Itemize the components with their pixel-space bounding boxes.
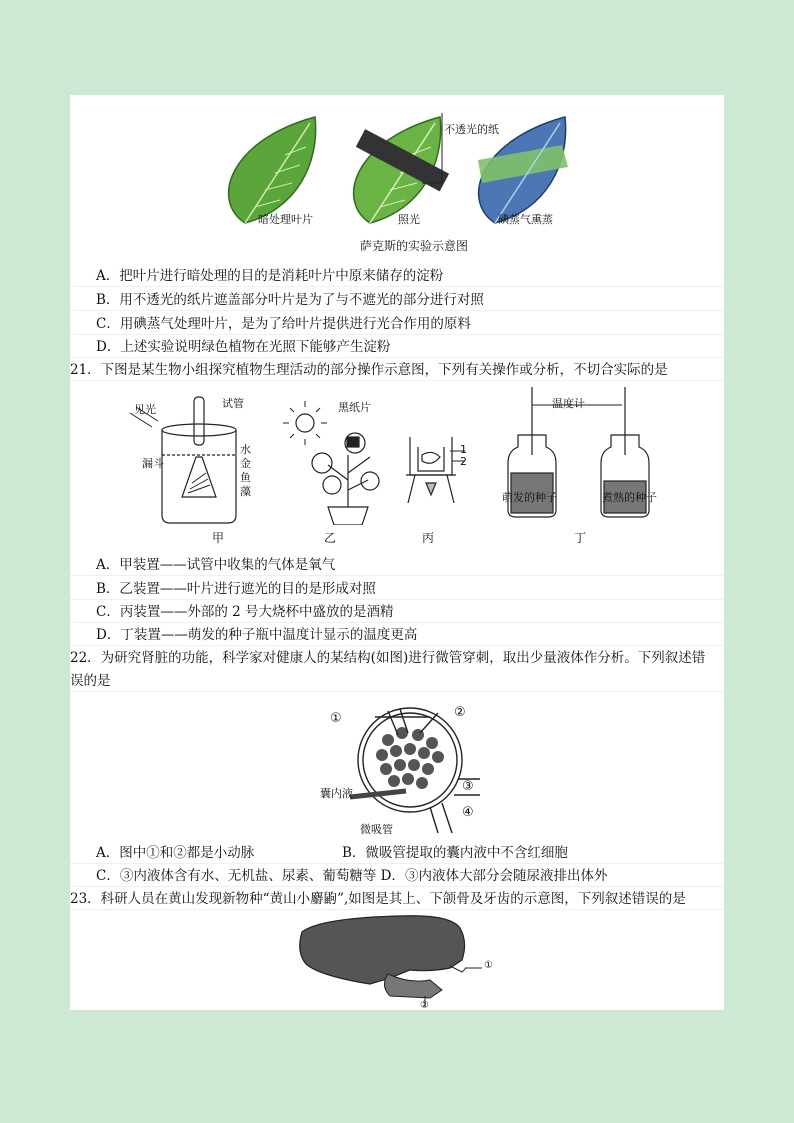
q23-stem: 23．科研人员在黄山发现新物种“黄山小麝鼩”,如图是其上、下颌骨及牙齿的示意图，下列叙述错误的是 <box>70 889 724 910</box>
jia-label-light: 见光 <box>134 403 156 416</box>
kidney-label-3: ③ <box>462 779 474 794</box>
label-paper: 不透光的纸 <box>444 123 499 136</box>
kidney-label-1: ① <box>330 711 342 726</box>
jia-label-tube: 试管 <box>222 397 244 410</box>
q21-option-c: C．丙装置——外部的 2 号大烧杯中盛放的是酒精 <box>70 602 724 623</box>
q21-option-d: D．丁装置——萌发的种子瓶中温度计显示的温度更高 <box>70 625 724 646</box>
dark-treated-leaf-icon <box>229 117 316 223</box>
ding-label-cooked: 煮熟的种子 <box>602 491 657 504</box>
caption-jia: 甲 <box>212 531 225 545</box>
q21-option-a: A．甲装置——试管中收集的气体是氧气 <box>70 555 724 576</box>
ding-label-sprouting: 萌发的种子 <box>502 491 557 504</box>
jaw-label-1: ① <box>484 960 493 971</box>
label-light-leaf: 照光 <box>398 213 420 226</box>
caption-ding: 丁 <box>574 531 587 545</box>
q22-stem-line1: 22．为研究肾脏的功能，科学家对健康人的某结构(如图)进行微管穿刺，取出少量液体作分析。下列叙述错 <box>70 650 706 666</box>
q21-option-b: B．乙装置——叶片进行遮光的目的是形成对照 <box>70 579 724 600</box>
exam-page <box>70 95 724 1010</box>
q22-option-a: A．图中①和②都是小动脉 <box>96 845 255 861</box>
caption-bing: 丙 <box>422 531 435 545</box>
q23-figure <box>70 912 724 1010</box>
light-exposed-leaf-icon <box>354 117 449 223</box>
jaw-skull-illustration <box>70 912 724 1010</box>
jia-label-algae: 金鱼藻 <box>240 457 251 498</box>
kidney-label-4: ④ <box>462 805 474 820</box>
q20-option-b: B．用不透光的纸片遮盖部分叶片是为了与不遮光的部分进行对照 <box>70 290 724 311</box>
q22-stem-line2: 误的是 <box>70 671 724 692</box>
yi-plant-icon <box>283 401 379 525</box>
bing-label-1: 1 <box>460 443 467 456</box>
sachs-figure <box>70 95 724 265</box>
q20-option-c: C．用碘蒸气处理叶片，是为了给叶片提供进行光合作用的原料 <box>70 314 724 335</box>
kidney-label-micropipette: 微吸管 <box>360 823 393 836</box>
ding-label-thermometer: 温度计 <box>552 397 585 410</box>
leaf-illustrations <box>70 105 724 235</box>
figure-caption: 萨克斯的实验示意图 <box>360 239 469 253</box>
bing-label-2: 2 <box>460 455 467 468</box>
q21-stem: 21．下图是某生物小组探究植物生理活动的部分操作示意图，下列有关操作或分析，不切合实际的是 <box>70 360 724 381</box>
label-iodine-leaf: 碘蒸气熏蒸 <box>498 213 553 226</box>
bing-beaker-icon <box>406 437 465 503</box>
jaw-label-2: ② <box>420 1000 429 1010</box>
label-dark-leaf: 暗处理叶片 <box>258 213 313 226</box>
q22-option-row1 <box>70 843 724 864</box>
kidney-label-capsule-fluid: 囊内液 <box>320 787 353 800</box>
kidney-label-2: ② <box>454 705 466 720</box>
q20-option-a: A．把叶片进行暗处理的目的是消耗叶片中原来储存的淀粉 <box>70 266 724 287</box>
jia-label-funnel: 漏斗 <box>142 457 164 470</box>
caption-yi: 乙 <box>324 531 337 545</box>
q22-figure <box>70 695 724 840</box>
glomerulus-illustration <box>70 695 724 840</box>
q20-option-d: D．上述实验说明绿色植物在光照下能够产生淀粉 <box>70 337 724 358</box>
yi-label-paper: 黑纸片 <box>338 401 371 414</box>
jia-label-water: 水 <box>240 443 251 456</box>
q22-option-b: B．微吸管提取的囊内液中不含红细胞 <box>342 845 568 861</box>
q21-figure <box>70 385 724 555</box>
q22-option-row2: C．③内液体含有水、无机盐、尿素、葡萄糖等 D．③内液体大部分会随尿液排出体外 <box>70 866 724 887</box>
